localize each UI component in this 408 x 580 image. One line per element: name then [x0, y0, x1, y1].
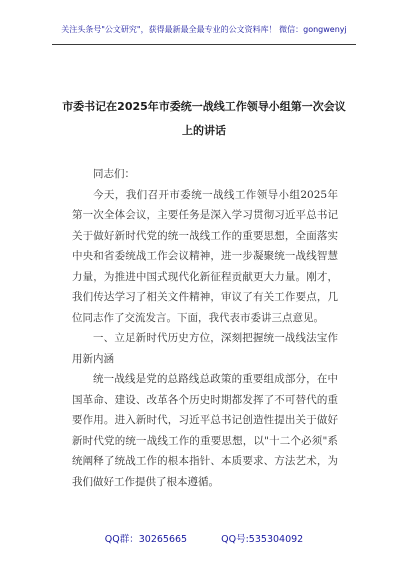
- paragraph-section-1: 统一战线是党的总路线总政策的重要组成部分，在中国革命、建设、改革各个历史时期都发挥了不可替代的重要作用。进入新时代，习近平总书记创造性提出关于做好新时代党的统一战线工作的重要思想，以"十二个必须"系统阐释了统战工作的根本指针、本质要求、方法艺术，为我们做好工作提供了根本遵循。: [72, 373, 338, 488]
- paragraph-opening: 今天，我们召开市委统一战线工作领导小组2025年第一次全体会议，主要任务是深入学习贯彻习近平总书记关于做好新时代党的统一战线工作的重要思想，全面落实中央和省委统战工作会议精神，进一步凝聚统一战线智慧力量，为推进中国式现代化新征程贡献更大力量。刚才，我们传达学习了相关文件精神，审议了有关工作要点，几位同志作了交流发言。下面，我代表市委讲三点意见。: [72, 188, 338, 324]
- section-heading-1: 一、立足新时代历史方位，深刻把握统一战线法宝作用新内涵: [72, 332, 338, 365]
- document-title-line-1: 市委书记在2025年市委统一战线工作领导小组第一次会议: [62, 100, 346, 113]
- document-title-line-2: 上的讲话: [182, 124, 226, 137]
- footer-qq-number: QQ号:535304092: [221, 534, 304, 545]
- header-banner: 关注头条号"公文研究"，获得最新最全最专业的公文资料库！ 微信：gongwenyj: [61, 25, 347, 34]
- document-body: [72, 164, 338, 492]
- salutation: 同志们：: [93, 168, 135, 180]
- header-divider: [52, 44, 356, 45]
- footer-qq-group: QQ群：30265665: [104, 534, 188, 545]
- footer-contacts: [0, 531, 408, 545]
